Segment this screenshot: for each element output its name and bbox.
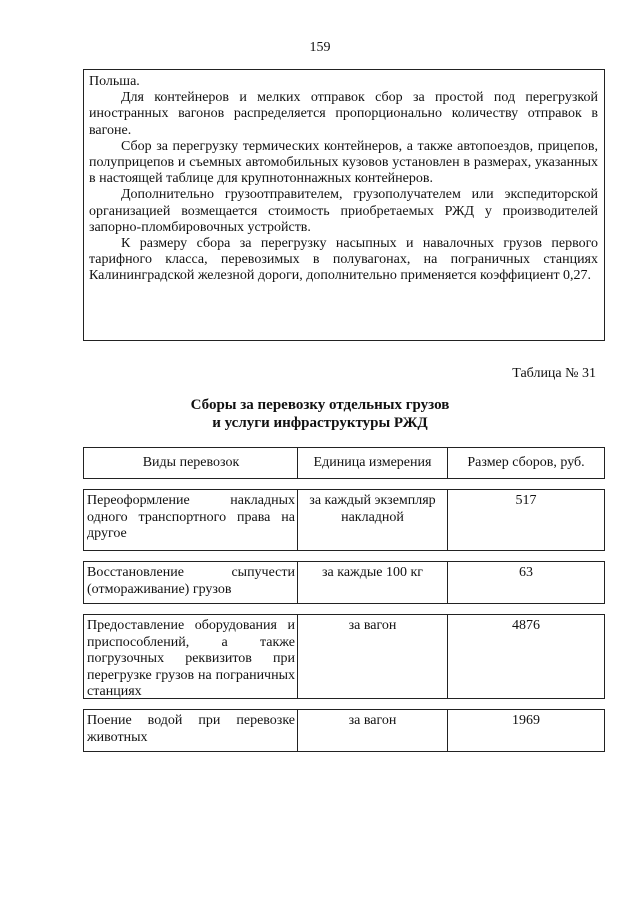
cell-unit: за вагон: [298, 615, 448, 698]
header-unit: Единица измерения: [298, 448, 448, 478]
cell-unit: за каждые 100 кг: [298, 562, 448, 603]
cell-amount: 63: [519, 565, 533, 580]
table-title-line-2: и услуги инфраструктуры РЖД: [212, 415, 428, 431]
notes-line-3: Дополнительно грузоотправителем, грузополучателем или экспедиторской организацией возмещается стоимость приобретаемых РЖД у производителей запорно-пломбировочных устройств.: [89, 187, 598, 235]
cell-unit: за вагон: [298, 710, 448, 751]
notes-line-4: К размеру сбора за перегрузку насыпных и навалочных грузов первого тарифного класса, перевозимых в полувагонах, на пограничных станциях Калининградской железной дороги, дополнительно применяется коэффициент 0,27.: [89, 236, 598, 284]
table-row: [83, 489, 605, 551]
cell-amount: 1969: [512, 713, 540, 728]
page-number: 159: [309, 40, 331, 55]
notes-line-0: Польша.: [89, 74, 140, 89]
notes-box: [83, 69, 605, 341]
cell-type: Восстановление сыпучести (отмораживание) грузов: [84, 562, 298, 603]
cell-type: Поение водой при перевозке животных: [84, 710, 298, 751]
cell-unit: за каждый экземпляр накладной: [298, 490, 448, 550]
cell-type: Предоставление оборудования и приспособлений, а также погрузочных реквизитов при перегрузке грузов на пограничных станциях: [84, 615, 298, 698]
header-amount: Размер сборов, руб.: [467, 455, 585, 470]
fees-table: [83, 447, 605, 752]
notes-line-2: Сбор за перегрузку термических контейнеров, а также автопоездов, прицепов, полуприцепов и съемных автомобильных кузовов установлен в размерах, указанных в настоящей таблице для крупнотоннажных контейнеров.: [89, 138, 598, 187]
cell-amount: 517: [515, 493, 537, 508]
table-label: Таблица № 31: [512, 366, 596, 381]
table-row: [83, 561, 605, 604]
table-header-row: [83, 447, 605, 479]
table-row: [83, 709, 605, 752]
notes-line-1: Для контейнеров и мелких отправок сбор за простой под перегрузкой иностранных вагонов распределяется пропорционально количеству отправок в вагоне.: [89, 90, 598, 138]
table-title-line-1: Сборы за перевозку отдельных грузов: [190, 397, 450, 413]
table-row: [83, 614, 605, 699]
cell-type: Переоформление накладных одного транспортного права на другое: [84, 490, 298, 550]
cell-amount: 4876: [512, 618, 540, 633]
header-type: Виды перевозок: [84, 448, 298, 478]
